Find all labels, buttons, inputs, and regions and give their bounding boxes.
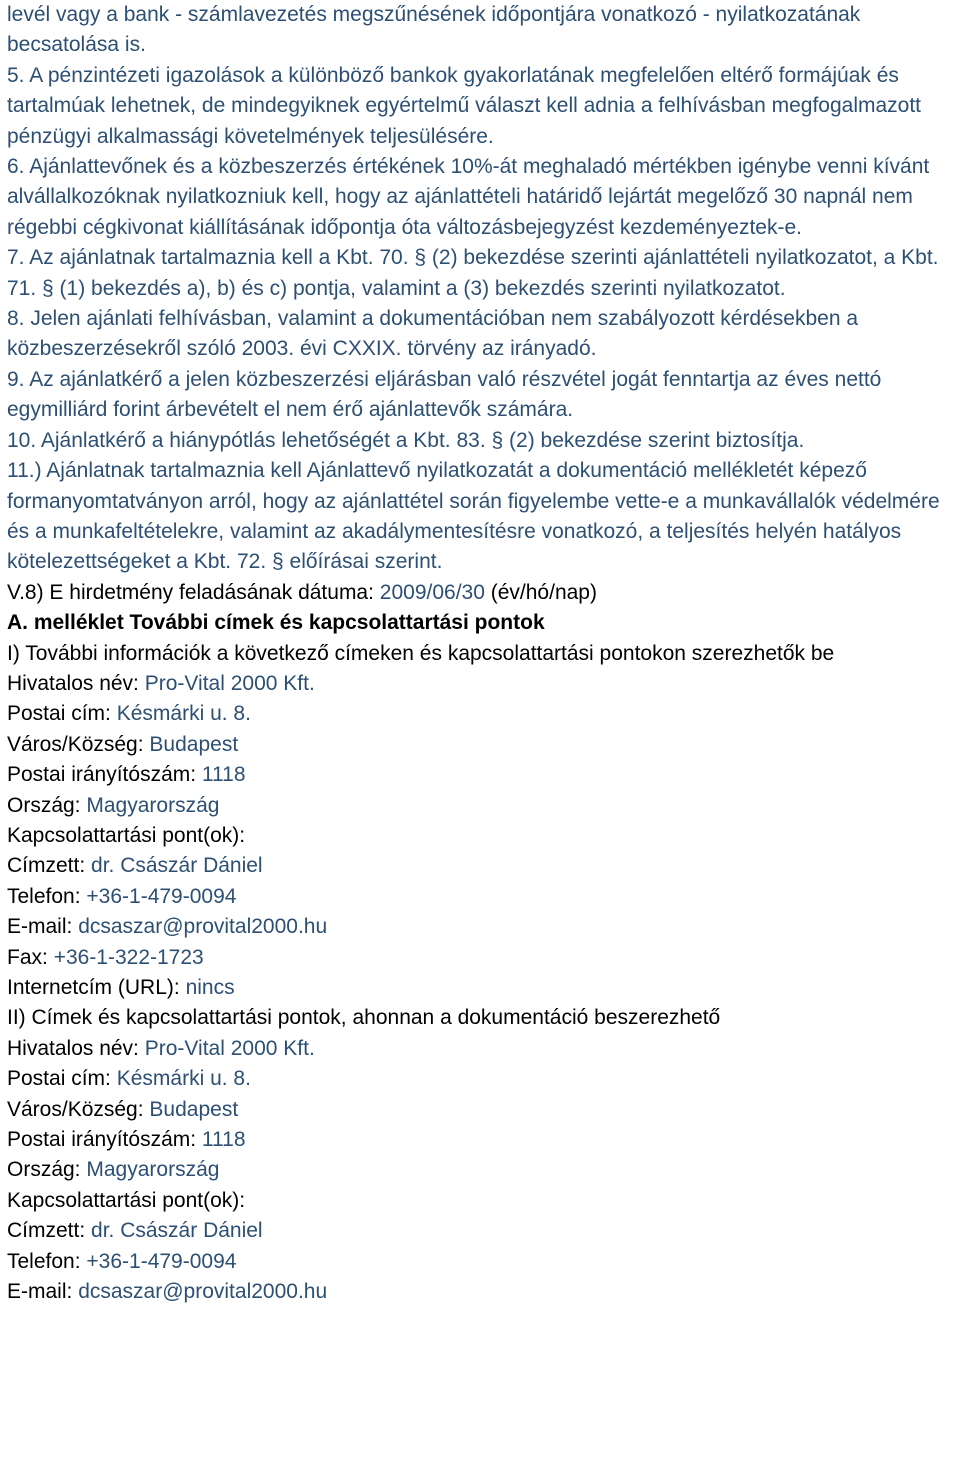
section1-heading: I) További információk a következő címeken és kapcsolattartási pontokon szerezhetők be: [7, 641, 835, 665]
field-label: Telefon:: [7, 884, 81, 908]
paragraph-item-5: 5. A pénzintézeti igazolások a különböző bankok gyakorlatának megfelelően eltérő formájúak és tartalmúak lehetnek, de mindegyiknek egyértelmű választ kell adnia a felhívásban megfogalmazott pénzügyi alkalmassági követelmények teljesülésére.: [7, 63, 922, 148]
field-row: [7, 1064, 956, 1094]
field-value: Pro-Vital 2000 Kft.: [144, 1036, 315, 1060]
paragraph-item-10: 10. Ajánlatkérő a hiánypótlás lehetőségét a Kbt. 83. § (2) bekezdése szerint biztosítja.: [7, 428, 805, 452]
field-label: E-mail:: [7, 1280, 73, 1304]
field-label: Postai cím:: [7, 1067, 111, 1091]
field-label: Hivatalos név:: [7, 1036, 139, 1060]
field-label: Postai cím:: [7, 702, 111, 726]
field-value: dr. Császár Dániel: [91, 854, 263, 878]
field-label: Fax:: [7, 945, 48, 969]
field-label: Város/Község:: [7, 1097, 144, 1121]
field-value: Késmárki u. 8.: [116, 702, 251, 726]
field-row: [7, 669, 956, 699]
field-label: Ország:: [7, 1158, 81, 1182]
paragraph-item-11: 11.) Ajánlatnak tartalmaznia kell Ajánlattevő nyilatkozatát a dokumentáció mellékletét képező formanyomtatványon arról, hogy az ajánlattétel során figyelembe vette-e a munkavállalók védelmére és a munkafeltételekre, valamint az akadálymentesítésre vonatkozó, a teljesítés helyén hatályos kötelezettségeket a Kbt. 72. § előírásai szerint.: [7, 459, 940, 574]
field-label: Kapcsolattartási pont(ok):: [7, 1188, 246, 1212]
field-label: Címzett:: [7, 854, 86, 878]
paragraph-item-7: 7. Az ajánlatnak tartalmaznia kell a Kbt. 70. § (2) bekezdése szerinti ajánlattételi nyilatkozatot, a Kbt. 71. § (1) bekezdés a), b) és c) pontja, valamint a (3) bekezdés szerinti nyilatkozatot.: [7, 246, 939, 300]
field-row: [7, 730, 956, 760]
paragraph-item-6: 6. Ajánlattevőnek és a közbeszerzés értékének 10%-át meghaladó mértékben igénybe venni kívánt alvállalkozóknak nyilatkozniuk kell, hogy az ajánlattételi határidő lejártát megelőző 30 napnál nem régebbi cégkivonat kiállításának időpontja óta változásbejegyzést kezdeményeztek-e.: [7, 155, 930, 239]
field-value: nincs: [185, 976, 235, 999]
field-label: Hivatalos név:: [7, 671, 139, 695]
field-value: +36-1-479-0094: [86, 1249, 237, 1273]
section2-fields: [7, 1034, 956, 1308]
field-label: Kapcsolattartási pont(ok):: [7, 823, 246, 847]
field-row: [7, 1155, 956, 1185]
paragraph-item-8: 8. Jelen ajánlati felhívásban, valamint a dokumentációban nem szabályozott kérdésekben a közbeszerzésekről szóló 2003. évi CXXIX. törvény az irányadó.: [7, 307, 859, 361]
dispatch-date-label: V.8) E hirdetmény feladásának dátuma:: [7, 580, 374, 604]
paragraph-item-9: 9. Az ajánlatkérő a jelen közbeszerzési eljárásban való részvétel jogát fenntartja az éves nettó egymilliárd forint árbevételt el nem érő ajánlattevők számára.: [7, 367, 882, 422]
field-row: [7, 760, 956, 790]
dispatch-date-suffix: (év/hó/nap): [490, 580, 597, 604]
field-label: E-mail:: [7, 915, 73, 939]
field-row: [7, 821, 956, 851]
dispatch-date-line: [7, 578, 956, 608]
section2-heading: II) Címek és kapcsolattartási pontok, ahonnan a dokumentáció beszerezhető: [7, 1006, 721, 1030]
field-row: [7, 943, 956, 973]
field-value: 1118: [201, 763, 246, 787]
field-label: Internetcím (URL):: [7, 976, 180, 999]
dispatch-date-value: 2009/06/30: [379, 580, 485, 604]
field-row: [7, 882, 956, 912]
annex-heading: A. melléklet További címek és kapcsolattartási pontok: [7, 611, 545, 635]
field-value: Budapest: [149, 732, 239, 756]
field-row: [7, 791, 956, 821]
field-value: +36-1-322-1723: [53, 945, 204, 969]
field-value: dcsaszar@provital2000.hu: [78, 1280, 328, 1304]
field-row: [7, 699, 956, 729]
field-row: [7, 1125, 956, 1155]
field-label: Ország:: [7, 793, 81, 817]
paragraph-item-4-end: levél vagy a bank - számlavezetés megszűnésének időpontjára vonatkozó - nyilatkozatának becsatolása is.: [7, 3, 861, 57]
field-row: [7, 1277, 956, 1307]
field-label: Város/Község:: [7, 732, 144, 756]
field-row: [7, 851, 956, 881]
field-row: [7, 1216, 956, 1246]
field-value: 1118: [201, 1128, 246, 1152]
field-label: Postai irányítószám:: [7, 763, 197, 787]
field-label: Postai irányítószám:: [7, 1128, 197, 1152]
field-row: [7, 1095, 956, 1125]
field-row: [7, 973, 956, 1003]
field-row: [7, 912, 956, 942]
field-value: Magyarország: [86, 793, 220, 817]
field-row: [7, 1186, 956, 1216]
field-label: Címzett:: [7, 1219, 86, 1243]
field-value: Késmárki u. 8.: [116, 1067, 251, 1091]
field-value: +36-1-479-0094: [86, 884, 237, 908]
field-value: Budapest: [149, 1097, 239, 1121]
section1-fields: [7, 669, 956, 1003]
field-row: [7, 1247, 956, 1277]
field-row: [7, 1034, 956, 1064]
field-value: dr. Császár Dániel: [91, 1219, 263, 1243]
field-label: Telefon:: [7, 1249, 81, 1273]
field-value: dcsaszar@provital2000.hu: [78, 915, 328, 939]
field-value: Pro-Vital 2000 Kft.: [144, 671, 315, 695]
field-value: Magyarország: [86, 1158, 220, 1182]
